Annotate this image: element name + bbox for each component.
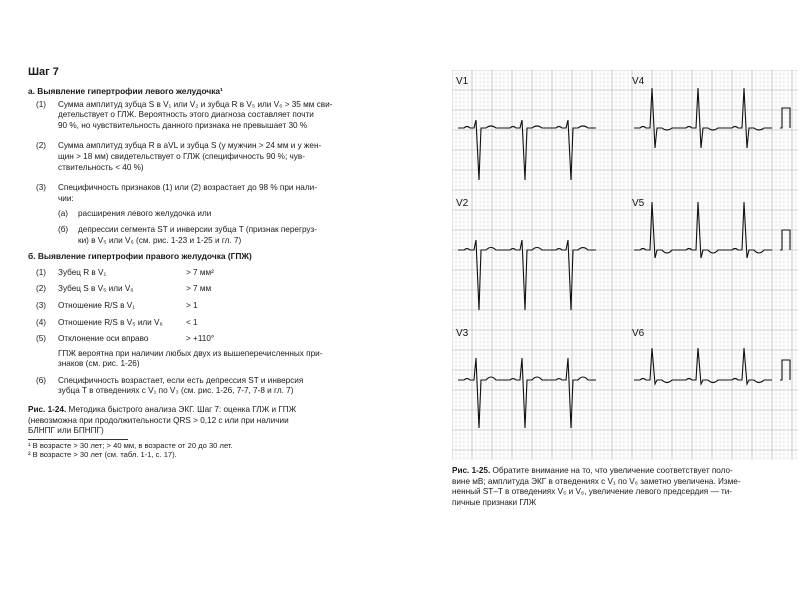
- item-value: > +110°: [186, 334, 215, 344]
- lead-label-v5: V5: [632, 198, 645, 209]
- item-label: Зубец R в V₁: [58, 267, 107, 277]
- caption-line: БЛНПГ или БПНПГ): [28, 426, 104, 436]
- footnote-divider: [28, 439, 128, 440]
- item-number: (3): [36, 300, 47, 310]
- item-number: (2): [36, 141, 47, 151]
- lead-label-v1: V1: [456, 76, 469, 87]
- item-value: > 7 мм: [186, 284, 212, 294]
- section-a-subitem-a: [28, 209, 428, 220]
- calibration-pulse: [780, 230, 790, 250]
- lead-label-v4: V4: [632, 76, 645, 87]
- section-a-subitem-b: [28, 225, 428, 246]
- item-line: Специфичность признаков (1) или (2) возрастает до 98 % при нали-: [58, 183, 317, 193]
- subitem-line: расширения левого желудочка или: [78, 209, 212, 219]
- caption-line: ненный ST–T в отведениях V₅ и V₆, увеличение левого предсердия — ти-: [452, 487, 733, 497]
- item-value: > 1: [186, 300, 198, 310]
- caption-line: (невозможна при продолжительности QRS > 0,12 с или при наличии: [28, 415, 289, 425]
- note-line: знаков (см. рис. 1-26): [58, 359, 140, 369]
- item-number: (6): [36, 375, 47, 385]
- subitem-line: ки) в V₅ или V₆ (см. рис. 1-23 и 1-25 и гл. 7): [78, 235, 242, 245]
- section-b-item-1: [28, 268, 428, 279]
- footnotes: [28, 441, 428, 460]
- item-line: ствительность < 40 %): [58, 162, 144, 172]
- lead-label-v3: V3: [456, 328, 469, 339]
- ecg-figure: [452, 70, 798, 460]
- section-a-item-1: [28, 100, 428, 132]
- subitem-number: (б): [58, 224, 69, 234]
- subitem-number: (а): [58, 209, 69, 219]
- item-value: > 7 мм²: [186, 267, 214, 277]
- item-number: (1): [36, 267, 47, 277]
- figure-caption-1-24: [28, 405, 428, 437]
- caption-line: вине мВ; амплитуда ЭКГ в отведениях с V₁ по V₆ заметно увеличена. Изме-: [452, 476, 741, 486]
- item-line: детельствует о ГЛЖ. Вероятность этого диагноза составляет почти: [58, 110, 314, 120]
- section-b-note: [28, 349, 428, 370]
- item-line: 90 %, но чувствительность данного признака не превышает 30 %: [58, 120, 308, 130]
- step-title: Шаг 7: [28, 66, 59, 78]
- ecg-trace-v2: [458, 240, 596, 310]
- item-number: (5): [36, 334, 47, 344]
- item-label: Отношение R/S в V₅ или V₆: [58, 317, 163, 327]
- section-b-item-5: [28, 334, 428, 345]
- item-line: чии:: [58, 193, 74, 203]
- subitem-line: депрессии сегмента ST и инверсии зубца T (признак перегруз-: [78, 224, 317, 234]
- section-b-heading: б. Выявление гипертрофии правого желудочка (ГПЖ): [28, 251, 252, 262]
- caption-line: Обратите внимание на то, что увеличение соответствует поло-: [492, 466, 733, 475]
- section-b-item-3: [28, 301, 428, 312]
- footnote: ² В возрасте > 30 лет (см. табл. 1-1, с. 17).: [28, 450, 177, 460]
- item-label: Отклонение оси вправо: [58, 334, 149, 344]
- item-line: Сумма амплитуд зубца R в aVL и зубца S (у мужчин > 24 мм и у жен-: [58, 141, 322, 151]
- item-label: Зубец S в V₅ или V₆: [58, 284, 134, 294]
- caption-label: Рис. 1-25.: [452, 466, 491, 475]
- lead-label-v2: V2: [456, 198, 469, 209]
- item-number: (3): [36, 183, 47, 193]
- item-value: < 1: [186, 317, 198, 327]
- ecg-lead-labels: [456, 76, 645, 339]
- section-a-heading: а. Выявление гипертрофии левого желудочка¹: [28, 86, 223, 96]
- section-b-item-2: [28, 284, 428, 295]
- item-line: щин > 18 мм) свидетельствует о ГЛЖ (специфичность 90 %; чув-: [58, 151, 305, 161]
- section-a-item-2: [28, 141, 428, 173]
- section-b-item-6: [28, 376, 428, 397]
- item-line: зубца T в отведениях с V₁ по V₃ (см. рис. 1-26, 7-7, 7-8 и гл. 7): [58, 386, 294, 396]
- left-column: [28, 86, 428, 460]
- footnote: ¹ В возрасте > 30 лет; > 40 мм, в возрасте от 20 до 30 лет.: [28, 440, 233, 450]
- caption-line: Методика быстрого анализа ЭКГ. Шаг 7: оценка ГЛЖ и ГПЖ: [68, 405, 297, 415]
- caption-line: пичные признаки ГЛЖ: [452, 497, 537, 507]
- item-line: Сумма амплитуд зубца S в V₁ или V₂ и зубца R в V₅ или V₆ > 35 мм сви-: [58, 99, 333, 109]
- item-line: Специфичность возрастает, если есть депрессия ST и инверсия: [58, 375, 304, 385]
- item-label: Отношение R/S в V₁: [58, 300, 136, 310]
- note-line: ГПЖ вероятна при наличии любых двух из вышеперечисленных при-: [58, 348, 323, 358]
- figure-caption-1-25: [452, 466, 798, 508]
- section-b-item-4: [28, 318, 428, 329]
- ecg-trace-v3: [458, 358, 596, 428]
- item-number: (1): [36, 99, 47, 109]
- item-number: (2): [36, 284, 47, 294]
- caption-label: Рис. 1-24.: [28, 405, 67, 415]
- lead-label-v6: V6: [632, 328, 645, 339]
- item-number: (4): [36, 317, 47, 327]
- section-a-item-3: [28, 183, 428, 204]
